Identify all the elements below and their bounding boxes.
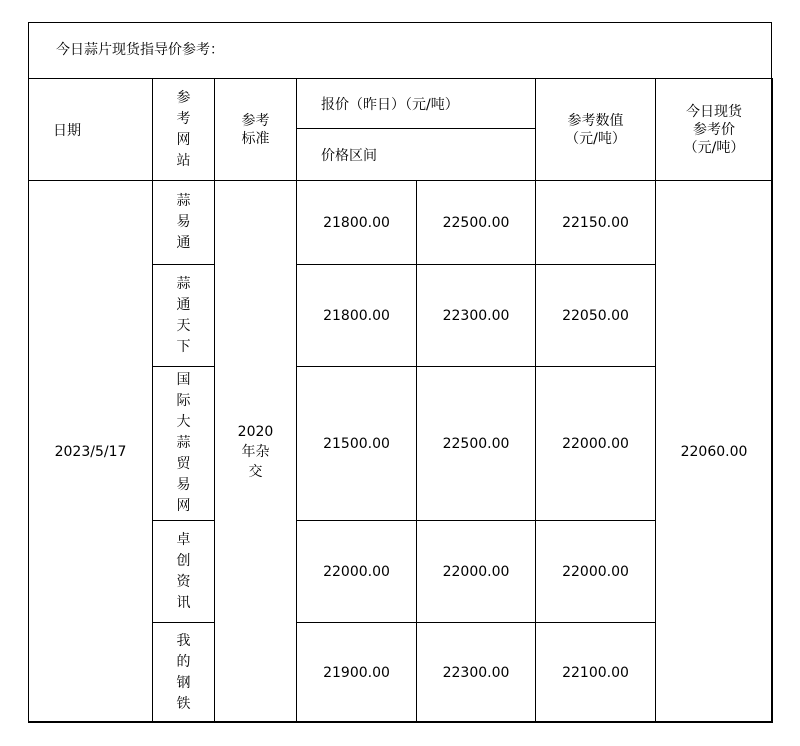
header-range: 价格区间 — [297, 129, 536, 181]
price-high-cell: 22500.00 — [417, 367, 536, 521]
header-ref-value: 参考数值 （元/吨） — [536, 79, 656, 181]
header-quote: 报价（昨日）（元/吨） — [297, 79, 536, 129]
price-high-cell: 22000.00 — [417, 521, 536, 623]
price-table — [28, 78, 773, 723]
price-low-cell: 22000.00 — [297, 521, 417, 623]
ref-value-cell: 22100.00 — [536, 623, 656, 723]
ref-value-cell: 22000.00 — [536, 367, 656, 521]
ref-value-cell: 22050.00 — [536, 265, 656, 367]
header-today-price: 今日现货 参考价 （元/吨） — [656, 79, 773, 181]
header-date: 日期 — [29, 79, 153, 181]
price-high-cell: 22300.00 — [417, 623, 536, 723]
price-low-cell: 21800.00 — [297, 265, 417, 367]
price-low-cell: 21800.00 — [297, 181, 417, 265]
header-site: 参考网站 — [153, 79, 215, 181]
document-title: 今日蒜片现货指导价参考： — [56, 42, 224, 58]
site-cell: 蒜易通 — [153, 181, 215, 265]
site-cell: 蒜通天下 — [153, 265, 215, 367]
standard-cell: 2020年杂交 — [215, 181, 297, 723]
header-standard: 参考标准 — [215, 79, 297, 181]
price-low-cell: 21500.00 — [297, 367, 417, 521]
price-high-cell: 22300.00 — [417, 265, 536, 367]
price-high-cell: 22500.00 — [417, 181, 536, 265]
ref-value-cell: 22150.00 — [536, 181, 656, 265]
ref-value-cell: 22000.00 — [536, 521, 656, 623]
price-low-cell: 21900.00 — [297, 623, 417, 723]
site-cell: 国际大蒜贸易网 — [153, 367, 215, 521]
today-price-cell: 22060.00 — [656, 181, 773, 723]
site-cell: 我的钢铁 — [153, 623, 215, 723]
date-cell: 2023/5/17 — [29, 181, 153, 723]
site-cell: 卓创资讯 — [153, 521, 215, 623]
